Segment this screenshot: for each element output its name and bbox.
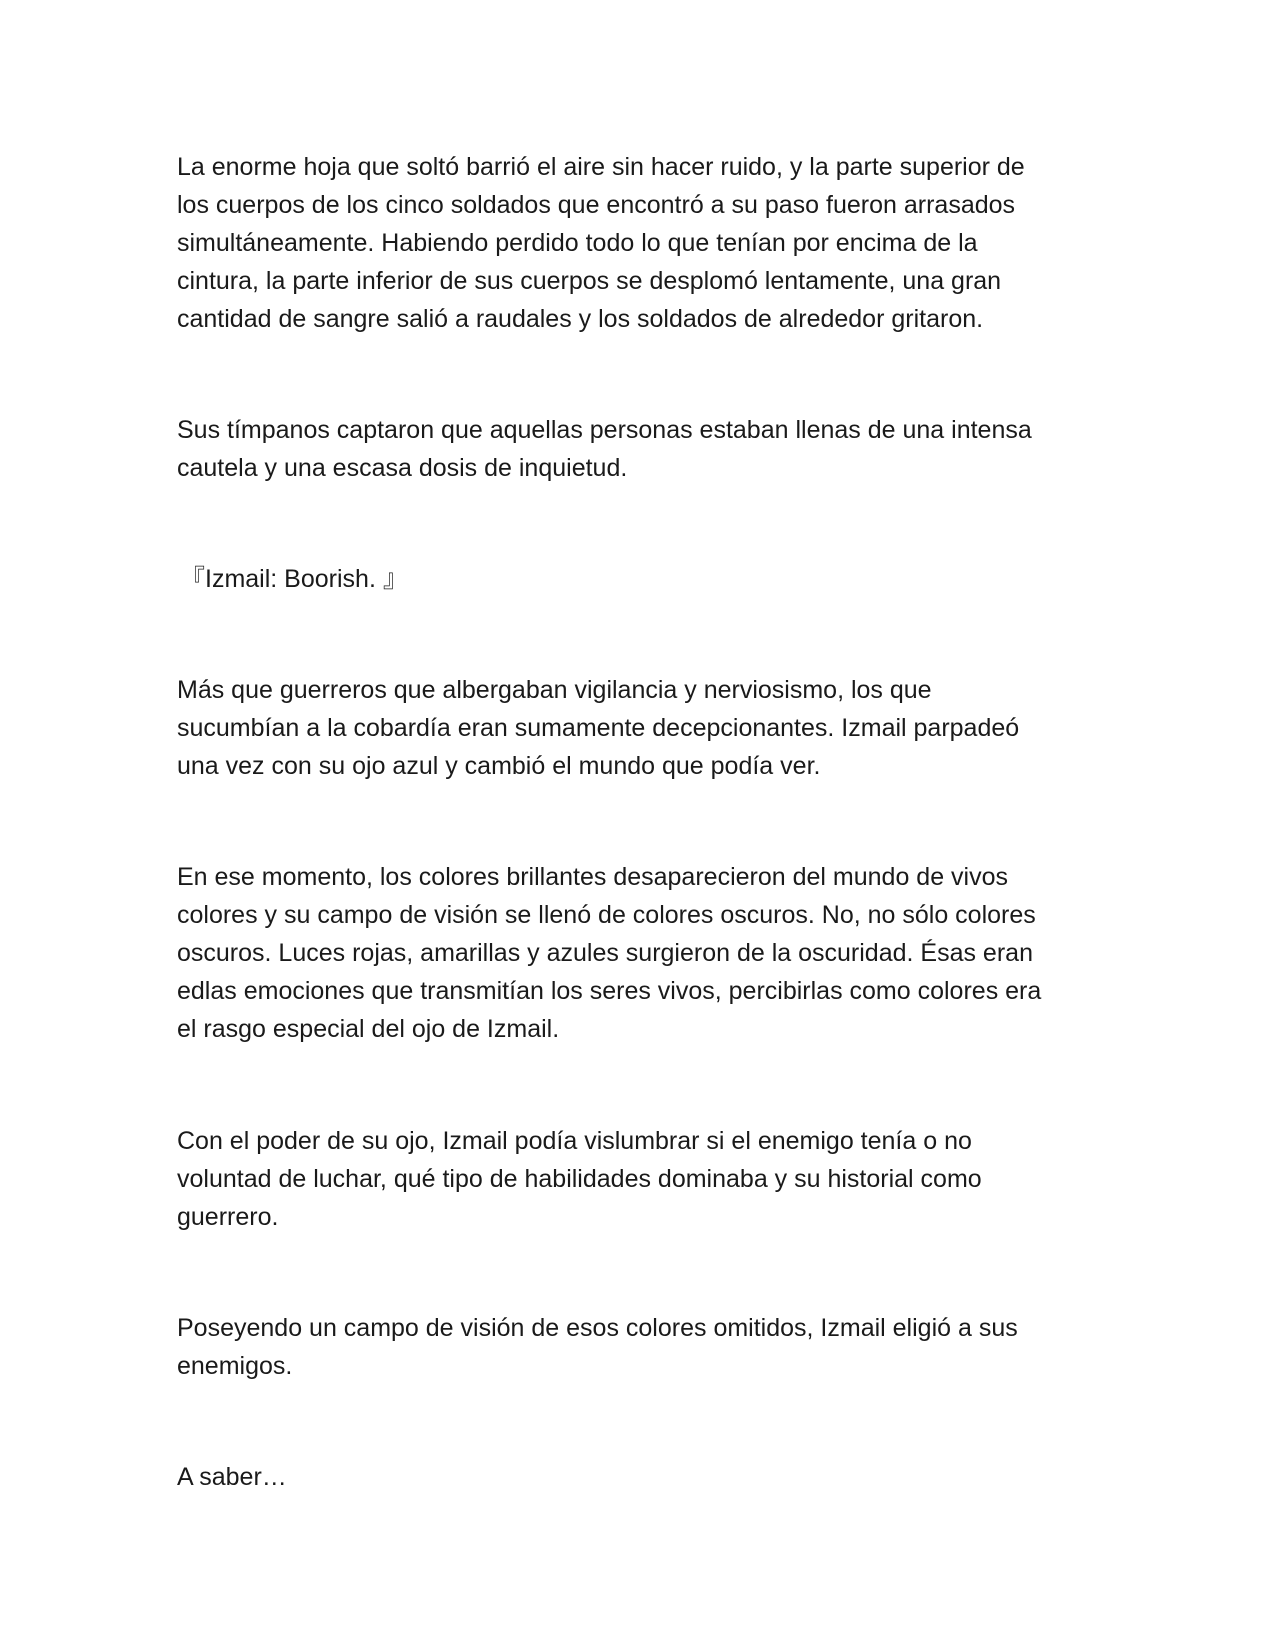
- paragraph-1-line-5: cantidad de sangre salió a raudales y los soldados de alrededor gritaron.: [177, 305, 984, 333]
- paragraph-3-line-1: Más que guerreros que albergaban vigilancia y nerviosismo, los que: [177, 676, 932, 704]
- paragraph-6-line-1: Poseyendo un campo de visión de esos colores omitidos, Izmail eligió a sus: [177, 1314, 1018, 1342]
- paragraph-4-line-3: oscuros. Luces rojas, amarillas y azules surgieron de la oscuridad. Ésas eran: [177, 939, 1033, 967]
- paragraph-4-line-5: el rasgo especial del ojo de Izmail.: [177, 1015, 560, 1043]
- paragraph-5-line-1: Con el poder de su ojo, Izmail podía vislumbrar si el enemigo tenía o no: [177, 1127, 972, 1155]
- paragraph-4-line-1: En ese momento, los colores brillantes desaparecieron del mundo de vivos: [177, 863, 1009, 891]
- paragraph-1-line-4: cintura, la parte inferior de sus cuerpos se desplomó lentamente, una gran: [177, 267, 1002, 295]
- paragraph-4-line-4: edlas emociones que transmitían los seres vivos, percibirlas como colores era: [177, 977, 1042, 1005]
- paragraph-4-line-2: colores y su campo de visión se llenó de colores oscuros. No, no sólo colores: [177, 901, 1036, 929]
- paragraph-1-line-1: La enorme hoja que soltó barrió el aire sin hacer ruido, y la parte superior de: [177, 153, 1025, 181]
- paragraph-1-line-2: los cuerpos de los cinco soldados que encontró a su paso fueron arrasados: [177, 191, 1016, 219]
- paragraph-5-line-2: voluntad de luchar, qué tipo de habilidades dominaba y su historial como: [177, 1165, 982, 1193]
- paragraph-2-line-2: cautela y una escasa dosis de inquietud.: [177, 454, 628, 482]
- paragraph-3-line-3: una vez con su ojo azul y cambió el mundo que podía ver.: [177, 752, 821, 780]
- paragraph-3-line-2: sucumbían a la cobardía eran sumamente decepcionantes. Izmail parpadeó: [177, 714, 1020, 742]
- paragraph-6-line-2: enemigos.: [177, 1352, 293, 1380]
- paragraph-1-line-3: simultáneamente. Habiendo perdido todo lo que tenían por encima de la: [177, 229, 978, 257]
- dialogue-line: 『Izmail: Boorish. 』: [180, 565, 408, 593]
- paragraph-2-line-1: Sus tímpanos captaron que aquellas personas estaban llenas de una intensa: [177, 416, 1032, 444]
- paragraph-5-line-3: guerrero.: [177, 1203, 279, 1231]
- paragraph-7-line-1: A saber…: [177, 1463, 287, 1491]
